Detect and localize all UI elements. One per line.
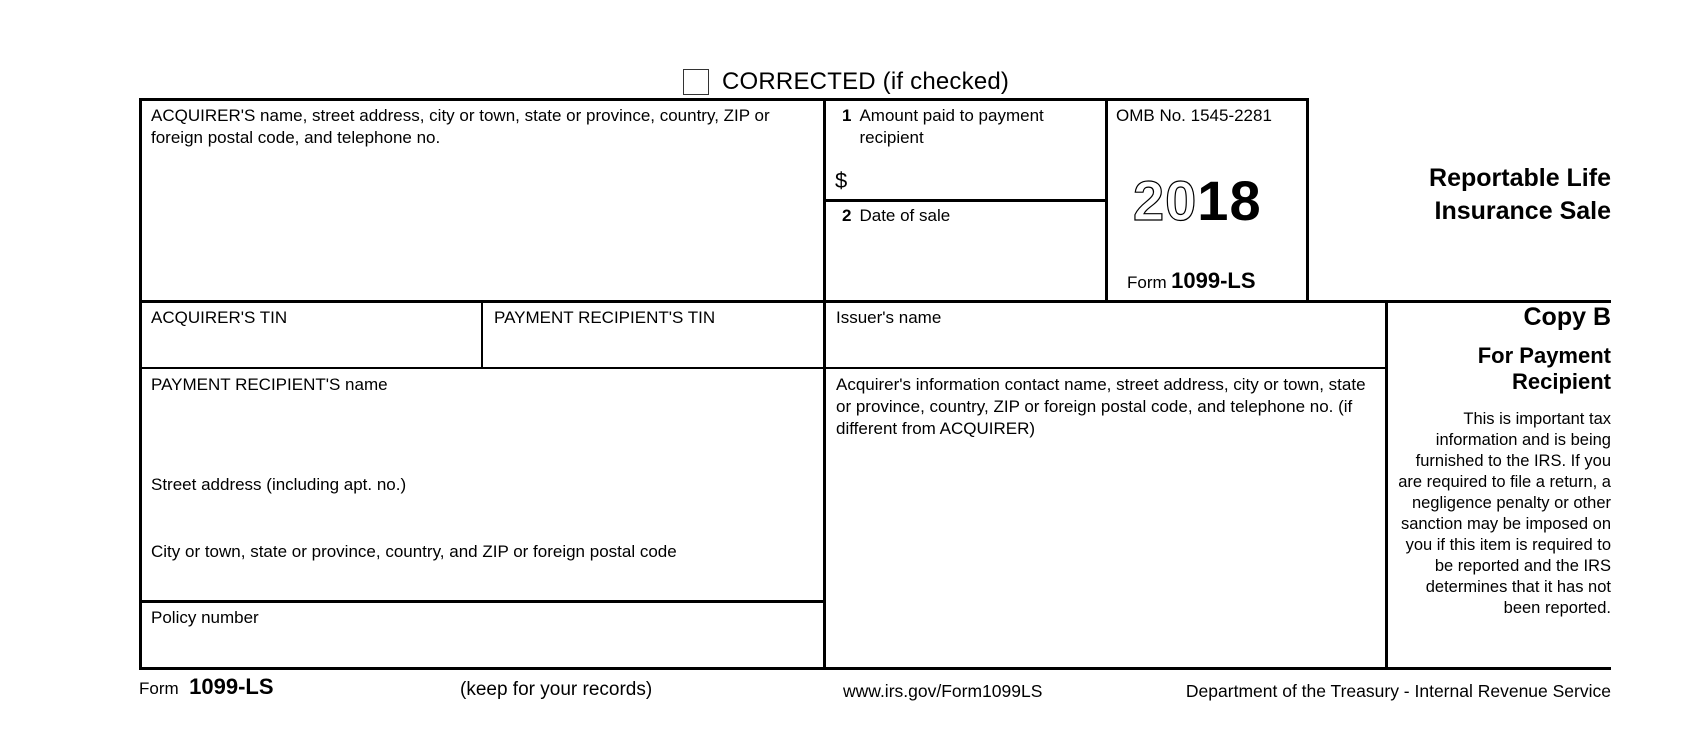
omb-number: OMB No. 1545-2281 bbox=[1116, 106, 1272, 125]
omb-form-id bbox=[1127, 268, 1256, 294]
box1-currency: $ bbox=[835, 168, 848, 193]
line-tin-split bbox=[481, 300, 483, 368]
line-tin-bottom bbox=[139, 367, 1387, 369]
acquirer-name-field[interactable] bbox=[145, 150, 820, 295]
copy-subtitle: For Payment Recipient bbox=[1477, 343, 1611, 394]
corrected-checkbox[interactable] bbox=[683, 69, 709, 95]
line-bottom bbox=[139, 667, 1611, 670]
footer-form-prefix: Form bbox=[139, 679, 179, 698]
recipient-city-label: City or town, state or province, country, and ZIP or foreign postal code bbox=[151, 542, 677, 561]
recipient-name-field[interactable] bbox=[145, 398, 815, 468]
issuer-name-field[interactable] bbox=[830, 330, 1380, 364]
footer-form-name: 1099-LS bbox=[189, 674, 274, 699]
footer-department: Department of the Treasury - Internal Revenue Service bbox=[1185, 681, 1611, 701]
corrected-label: CORRECTED (if checked) bbox=[722, 68, 1010, 95]
box2-date-field[interactable] bbox=[830, 232, 1100, 294]
recipient-street-field[interactable] bbox=[145, 498, 815, 538]
acquirer-tin-field[interactable] bbox=[145, 330, 475, 364]
form-title bbox=[1291, 162, 1611, 228]
box2-text: Date of sale bbox=[859, 206, 951, 225]
recipient-tin-label: PAYMENT RECIPIENT'S TIN bbox=[494, 308, 716, 327]
issuer-name-label: Issuer's name bbox=[836, 308, 942, 327]
acquirer-name-label: ACQUIRER'S name, street address, city or town, state or province, country, ZIP or foreign postal code, and telephone no. bbox=[151, 106, 770, 147]
box1-text: Amount paid to payment recipient bbox=[859, 106, 1044, 147]
line-policy-top bbox=[139, 600, 825, 603]
copy-title: Copy B bbox=[1523, 303, 1611, 331]
recipient-name-label: PAYMENT RECIPIENT'S name bbox=[151, 375, 388, 394]
line-left bbox=[139, 98, 142, 670]
recipient-street-label: Street address (including apt. no.) bbox=[151, 475, 407, 494]
acquirer-tin-label: ACQUIRER'S TIN bbox=[151, 308, 288, 327]
tax-year bbox=[1133, 168, 1262, 233]
line-top bbox=[139, 98, 1309, 101]
form-title-line2: Insurance Sale bbox=[1434, 197, 1611, 225]
recipient-tin-field[interactable] bbox=[488, 330, 818, 364]
line-copy-left bbox=[1385, 300, 1388, 670]
box1-amount-field[interactable] bbox=[856, 165, 1101, 195]
form-title-line1: Reportable Life bbox=[1429, 164, 1611, 192]
box2-label bbox=[842, 205, 950, 227]
tax-year-solid: 18 bbox=[1197, 169, 1262, 232]
footer-form-id bbox=[139, 674, 274, 700]
corrected-row bbox=[683, 68, 1009, 96]
line-box1-bottom bbox=[823, 199, 1108, 202]
box1-label bbox=[842, 105, 1102, 149]
line-col1 bbox=[823, 98, 826, 670]
acquirer-info-label: Acquirer's information contact name, street address, city or town, state or province, country, ZIP or foreign postal code, and telephone no. (if different from ACQUIRER) bbox=[836, 375, 1366, 438]
footer-keep-note: (keep for your records) bbox=[460, 679, 653, 700]
policy-number-field[interactable] bbox=[145, 630, 815, 664]
box2-number: 2 bbox=[842, 206, 852, 225]
omb-form-name: 1099-LS bbox=[1171, 268, 1256, 293]
copy-notice: This is important tax information and is being furnished to the IRS. If you are required to file a return, a negligence penalty or other sanction may be imposed on you if this item is required to be reported and the IRS determines that it has not been reported. bbox=[1398, 410, 1611, 617]
footer-url: www.irs.gov/Form1099LS bbox=[843, 681, 1043, 701]
acquirer-info-field[interactable] bbox=[830, 445, 1380, 660]
tax-year-outline: 20 bbox=[1133, 169, 1198, 232]
recipient-city-field[interactable] bbox=[145, 566, 815, 596]
policy-number-label: Policy number bbox=[151, 608, 259, 627]
line-mid bbox=[139, 300, 1611, 303]
omb-form-prefix: Form bbox=[1127, 273, 1167, 292]
box1-number: 1 bbox=[842, 106, 852, 125]
